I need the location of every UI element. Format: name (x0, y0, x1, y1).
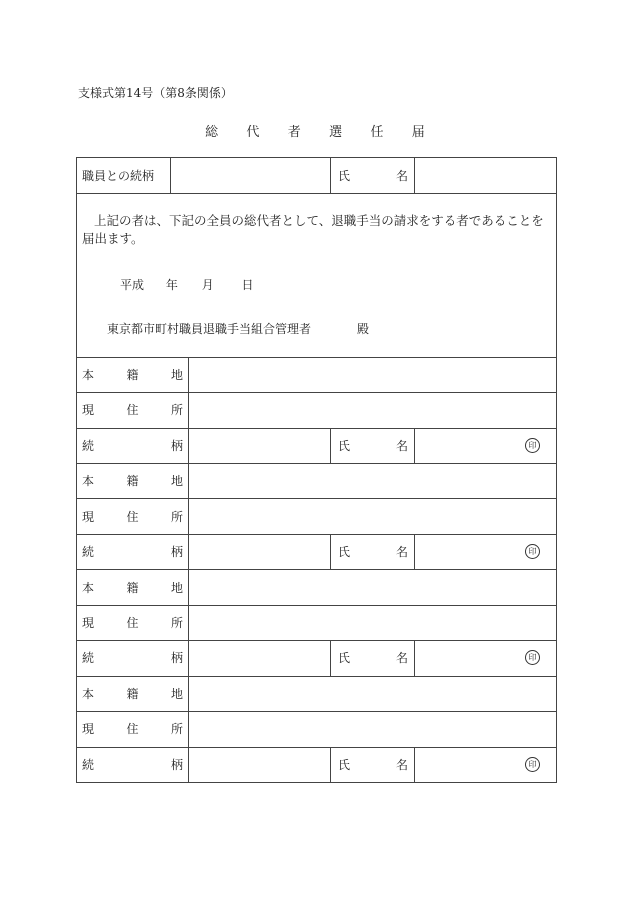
relation-field[interactable] (192, 534, 326, 569)
title-char: 任 (370, 125, 384, 140)
label-char: 柄 (170, 545, 183, 559)
seal-mark: 印 (525, 438, 540, 453)
domicile-label (82, 463, 183, 498)
relation-to-employee-text: 職員との続柄 (82, 168, 155, 183)
table-line (76, 711, 556, 712)
member-name-field[interactable] (418, 640, 518, 675)
table-line (556, 157, 557, 782)
label-char: 名 (395, 651, 408, 665)
label-char: 柄 (170, 439, 183, 453)
relation-to-employee-field[interactable] (173, 158, 329, 192)
label-char: 名 (395, 168, 408, 183)
table-line (76, 605, 556, 606)
table-line (330, 534, 331, 569)
label-char: 籍 (126, 687, 139, 701)
label-char: 住 (126, 616, 139, 630)
table-line (76, 428, 556, 429)
year-label: 年 (165, 278, 178, 292)
label-char: 氏 (338, 168, 351, 183)
label-char: 地 (170, 474, 183, 488)
label-char: 現 (82, 510, 95, 524)
label-char: 所 (170, 510, 183, 524)
address-field[interactable] (192, 392, 552, 427)
label-char: 続 (82, 651, 95, 665)
label-char: 地 (170, 687, 183, 701)
label-char: 続 (82, 545, 95, 559)
label-char: 所 (170, 722, 183, 736)
name-label (338, 534, 408, 569)
domicile-label (82, 357, 183, 392)
label-char: 氏 (338, 439, 351, 453)
table-line (414, 157, 415, 193)
table-line (188, 357, 189, 782)
representative-name-field[interactable] (416, 158, 554, 192)
label-char: 所 (170, 616, 183, 630)
label-char: 所 (170, 403, 183, 417)
label-char: 現 (82, 722, 95, 736)
addressee-honorific: 殿 (357, 322, 370, 336)
table-line (76, 676, 556, 677)
era-label: 平成 (120, 278, 145, 292)
address-label (82, 711, 183, 746)
name-label (338, 428, 408, 463)
label-char: 現 (82, 403, 95, 417)
label-char: 本 (82, 687, 95, 701)
form-number: 支様式第14号（第8条関係） (78, 86, 233, 100)
label-char: 柄 (170, 651, 183, 665)
label-char: 住 (126, 722, 139, 736)
month-label: 月 (201, 278, 214, 292)
address-label (82, 392, 183, 427)
table-line (330, 641, 331, 676)
table-line (76, 193, 556, 194)
seal-mark: 印 (525, 650, 540, 665)
label-char: 住 (126, 403, 139, 417)
name-label (338, 747, 408, 782)
relation-label (82, 428, 183, 463)
label-char: 柄 (170, 758, 183, 772)
domicile-label (82, 570, 183, 605)
member-name-field[interactable] (418, 428, 518, 463)
table-line (76, 747, 556, 748)
relation-to-employee-label (82, 158, 166, 192)
member-name-field[interactable] (418, 534, 518, 569)
document-title (0, 121, 630, 140)
table-line (170, 157, 171, 193)
name-label (338, 640, 408, 675)
label-char: 地 (170, 368, 183, 382)
table-line (414, 534, 415, 569)
label-char: 本 (82, 474, 95, 488)
domicile-field[interactable] (192, 676, 552, 711)
label-char: 現 (82, 616, 95, 630)
domicile-field[interactable] (192, 463, 552, 498)
label-char: 名 (395, 439, 408, 453)
label-char: 本 (82, 368, 95, 382)
table-line (76, 640, 556, 641)
label-char: 名 (395, 758, 408, 772)
label-char: 籍 (126, 368, 139, 382)
title-char: 総 (205, 125, 219, 140)
table-line (414, 428, 415, 463)
label-char: 籍 (126, 581, 139, 595)
table-line (76, 498, 556, 499)
table-line (414, 641, 415, 676)
address-label (82, 605, 183, 640)
member-name-field[interactable] (418, 747, 518, 782)
label-char: 籍 (126, 474, 139, 488)
title-char: 選 (329, 125, 343, 140)
relation-label (82, 747, 183, 782)
label-char: 氏 (338, 651, 351, 665)
label-char: 続 (82, 758, 95, 772)
table-line (76, 782, 557, 783)
label-char: 住 (126, 510, 139, 524)
address-label (82, 499, 183, 534)
table-line (330, 428, 331, 463)
table-line (76, 534, 556, 535)
title-char: 届 (411, 125, 425, 140)
title-char: 代 (246, 125, 260, 140)
table-line (330, 157, 331, 193)
table-line (76, 357, 556, 358)
table-line (76, 392, 556, 393)
relation-label (82, 640, 183, 675)
label-char: 名 (395, 545, 408, 559)
label-char: 本 (82, 581, 95, 595)
date-line (120, 276, 254, 293)
relation-field[interactable] (192, 640, 326, 675)
label-char: 続 (82, 439, 95, 453)
label-char: 氏 (338, 545, 351, 559)
title-char: 者 (287, 125, 301, 140)
label-char: 氏 (338, 758, 351, 772)
addressee (107, 320, 369, 337)
name-label (338, 158, 408, 192)
table-line (76, 157, 77, 782)
seal-mark: 印 (525, 757, 540, 772)
addressee-name: 東京都市町村職員退職手当組合管理者 (107, 322, 312, 336)
label-char: 地 (170, 581, 183, 595)
table-line (414, 747, 415, 782)
day-label: 日 (241, 278, 254, 292)
relation-field[interactable] (192, 428, 326, 463)
domicile-field[interactable] (192, 357, 552, 392)
address-field[interactable] (192, 605, 552, 640)
table-line (76, 463, 556, 464)
domicile-label (82, 676, 183, 711)
relation-label (82, 534, 183, 569)
declaration-statement: 上記の者は、下記の全員の総代者として、退職手当の請求をする者であることを届出ます。 (82, 213, 544, 246)
address-field[interactable] (192, 711, 552, 746)
table-line (330, 747, 331, 782)
domicile-field[interactable] (192, 570, 552, 605)
table-line (76, 157, 556, 158)
table-line (76, 569, 556, 570)
relation-field[interactable] (192, 747, 326, 782)
address-field[interactable] (192, 499, 552, 534)
seal-mark: 印 (525, 544, 540, 559)
